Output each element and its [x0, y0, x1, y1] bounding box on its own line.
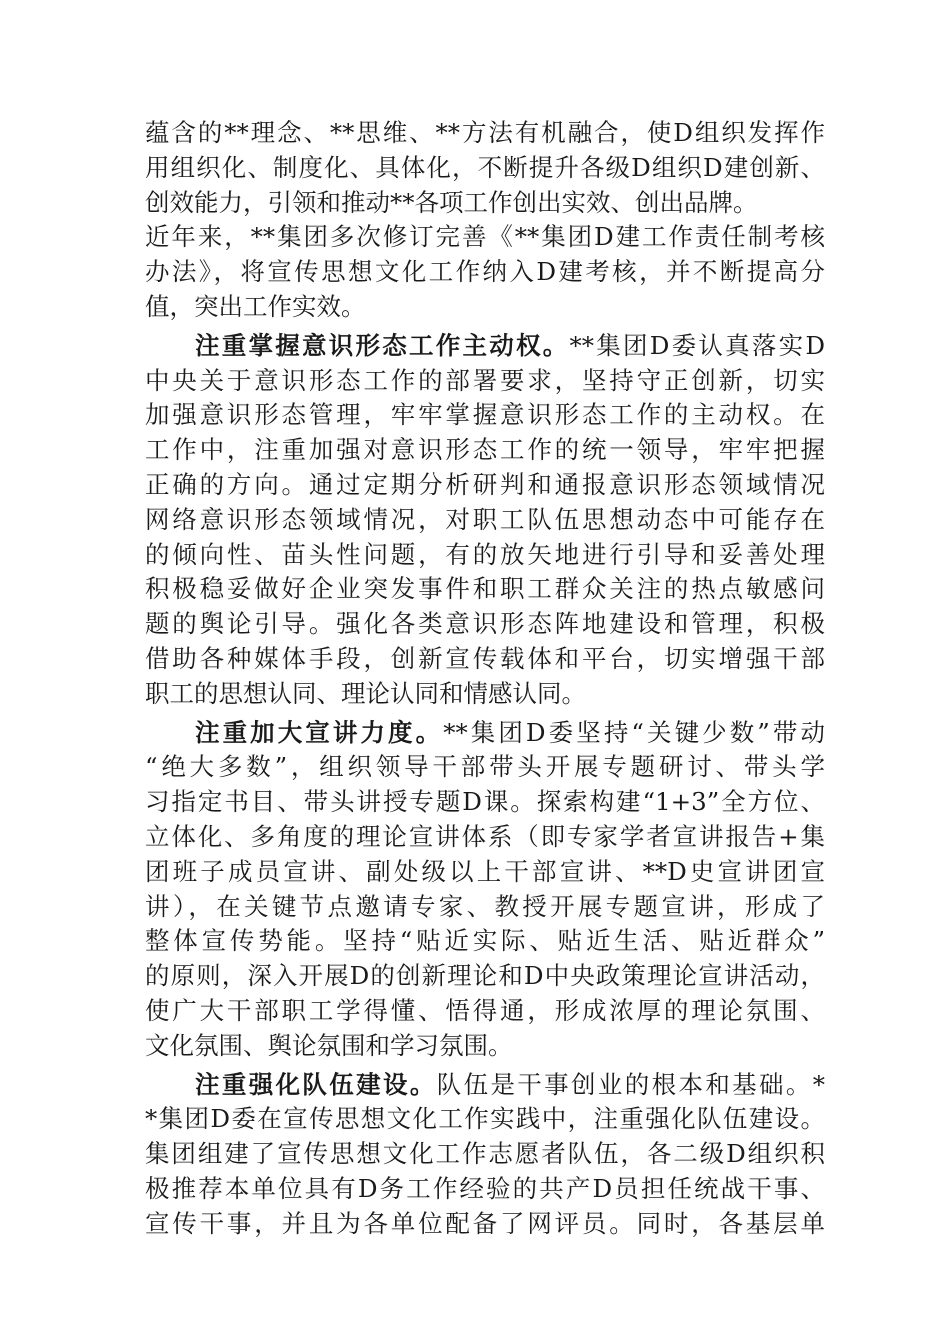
text-line: 习指定书目、带头讲授专题D课。探索构建“1+3”全方位、: [145, 787, 825, 817]
text-run: **集团D委认真落实D: [569, 330, 826, 360]
text-line: 工作中，注重加强对意识形态工作的统一领导，牢牢把握: [145, 435, 825, 465]
text-line: 近年来，**集团多次修订完善《**集团D建工作责任制考核: [145, 222, 825, 252]
text-line: 的原则，深入开展D的创新理论和D中央政策理论宣讲活动，: [145, 961, 825, 991]
text-line: 立体化、多角度的理论宣讲体系（即专家学者宣讲报告+集: [145, 821, 825, 851]
paragraph-heading: 注重掌握意识形态工作主动权。: [195, 330, 570, 360]
text-line: 讲），在关键节点邀请专家、教授开展专题宣讲，形成了: [145, 891, 825, 921]
text-line: 创效能力，引领和推动**各项工作创出实效、创出品牌。: [145, 187, 758, 217]
document-page: [145, 116, 825, 1242]
text-line: 办法》，将宣传思想文化工作纳入D建考核，并不断提高分: [145, 257, 825, 287]
text-line: 网络意识形态领域情况，对职工队伍思想动态中可能存在: [145, 504, 825, 534]
text-line: 借助各种媒体手段，创新宣传载体和平台，切实增强干部: [145, 643, 825, 673]
paragraph-ideology: [145, 329, 825, 712]
text-line: [145, 329, 825, 364]
text-line: 使广大干部职工学得懂、悟得通，形成浓厚的理论氛围、: [145, 995, 825, 1025]
text-line: 集团组建了宣传思想文化工作志愿者队伍，各二级D组织积: [145, 1139, 825, 1169]
paragraph-heading: 注重加大宣讲力度。: [195, 717, 444, 747]
text-line: 用组织化、制度化、具体化，不断提升各级D组织D建创新、: [145, 152, 825, 182]
text-line: 整体宣传势能。坚持“贴近实际、贴近生活、贴近群众”: [145, 926, 825, 956]
text-line: [145, 716, 825, 751]
text-line: [145, 1068, 825, 1103]
text-line: 蕴含的**理念、**思维、**方法有机融合，使D组织发挥作: [145, 118, 825, 147]
text-run: 队伍是干事创业的根本和基础。*: [436, 1069, 826, 1099]
text-run: **集团D委坚持“关键少数”带动: [443, 717, 825, 747]
text-line: 团班子成员宣讲、副处级以上干部宣讲、**D史宣讲团宣: [145, 856, 825, 886]
text-line: 中央关于意识形态工作的部署要求，坚持守正创新，切实: [145, 365, 825, 395]
text-line: 积极稳妥做好企业突发事件和职工群众关注的热点敏感问: [145, 574, 825, 604]
text-line: “绝大多数”，组织领导干部带头开展专题研讨、带头学: [145, 752, 825, 782]
text-line: 题的舆论引导。强化各类意识形态阵地建设和管理，积极: [145, 609, 825, 639]
paragraph-preaching: [145, 716, 825, 1064]
text-line: 正确的方向。通过定期分析研判和通报意识形态领域情况: [145, 469, 825, 499]
text-line: 文化氛围、舆论氛围和学习氛围。: [145, 1030, 513, 1060]
paragraph-team: [145, 1068, 825, 1242]
text-line: *集团D委在宣传思想文化工作实践中，注重强化队伍建设。: [145, 1104, 825, 1134]
text-line: 极推荐本单位具有D务工作经验的共产D员担任统战干事、: [145, 1173, 825, 1203]
paragraph-intro: [145, 116, 825, 325]
paragraph-heading: 注重强化队伍建设。: [195, 1069, 437, 1099]
text-line: 值，突出工作实效。: [145, 291, 366, 321]
text-line: 宣传干事，并且为各单位配备了网评员。同时，各基层单: [145, 1208, 825, 1238]
text-line: 的倾向性、苗头性问题，有的放矢地进行引导和妥善处理: [145, 539, 825, 569]
text-line: 加强意识形态管理，牢牢掌握意识形态工作的主动权。在: [145, 400, 825, 430]
text-line: 职工的思想认同、理论认同和情感认同。: [145, 678, 586, 708]
